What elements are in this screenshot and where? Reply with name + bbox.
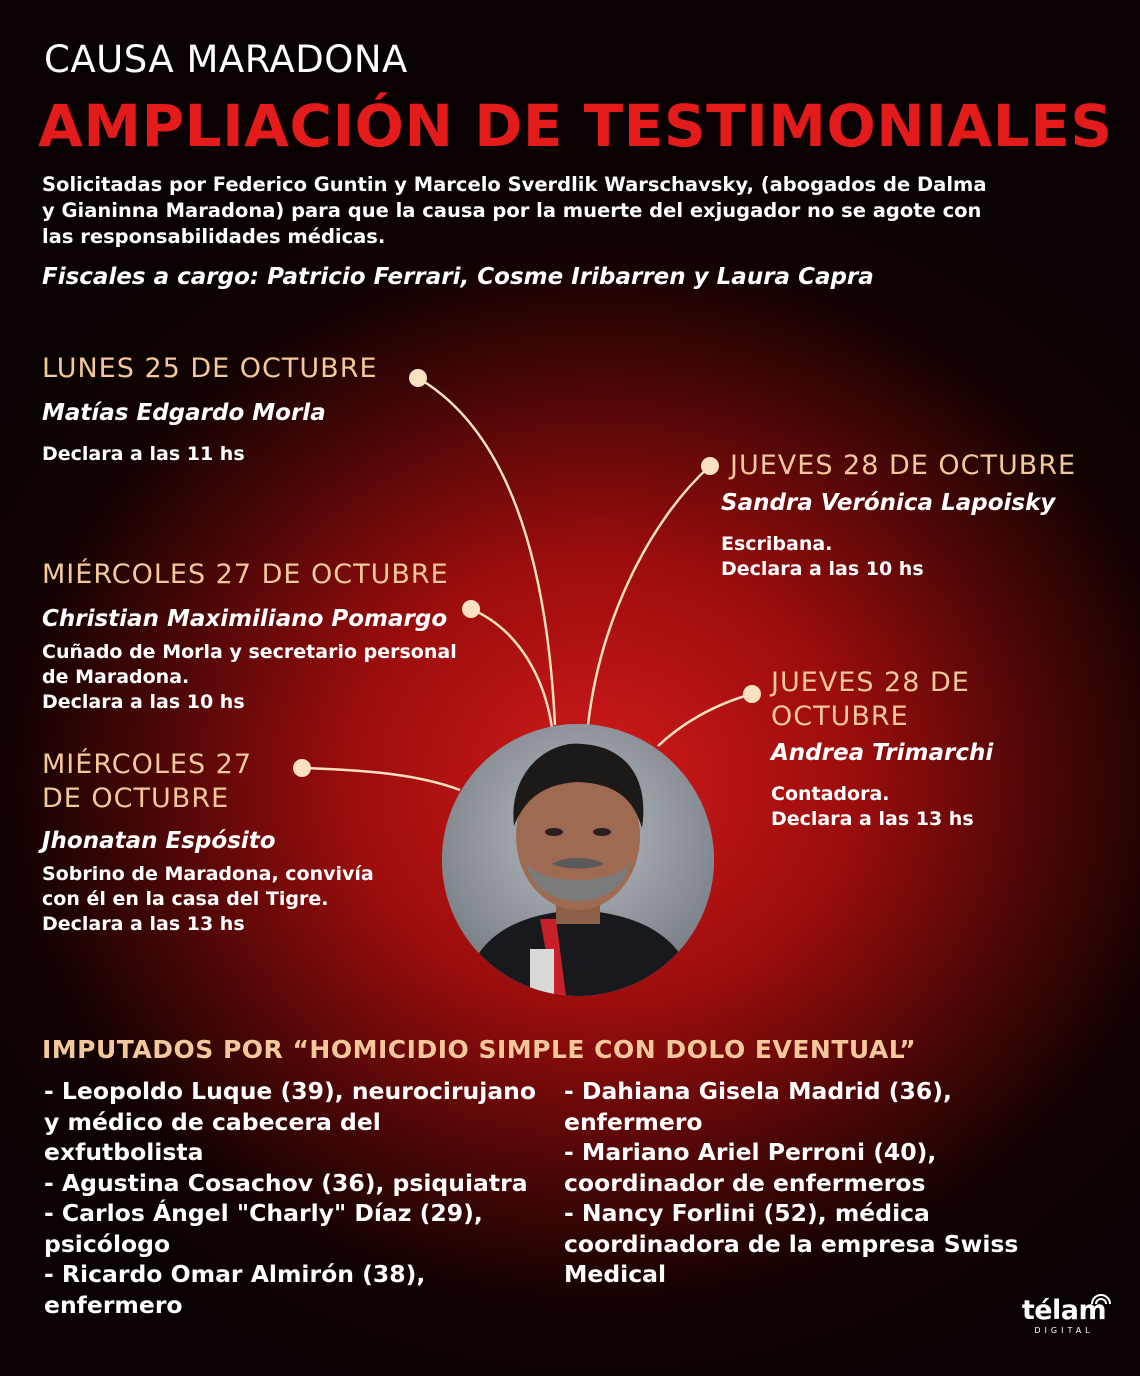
list-item: - Agustina Cosachov (36), psiquiatra — [44, 1168, 528, 1197]
testimonial-name: Sandra Verónica Lapoisky — [721, 490, 1056, 516]
testimonial-trimarchi — [771, 666, 993, 832]
testimonial-date: MIÉRCOLES 27 DE OCTUBRE — [42, 559, 449, 590]
imputados-title: IMPUTADOS POR “HOMICIDIO SIMPLE CON DOLO EVENTUAL” — [42, 1035, 917, 1064]
testimonial-desc: Contadora. Declara a las 13 hs — [771, 783, 974, 830]
fiscales-text: Fiscales a cargo: Patricio Ferrari, Cosme Iribarren y Laura Capra — [42, 264, 874, 290]
testimonial-name: Matías Edgardo Morla — [42, 400, 326, 426]
logo-word: télam — [1021, 1295, 1107, 1326]
list-item: - Ricardo Omar Almirón (38), enfermero — [44, 1260, 426, 1319]
imputados-right-list — [564, 1076, 1034, 1290]
testimonial-morla — [42, 352, 378, 467]
testimonial-desc: Escribana. Declara a las 10 hs — [721, 533, 924, 580]
testimonial-desc: Sobrino de Maradona, convivía con él en la casa del Tigre. Declara a las 13 hs — [42, 863, 374, 935]
intro-text: Solicitadas por Federico Guntin y Marcelo Sverdlik Warschavsky, (abogados de Dalma y Gianinna Maradona) para que la causa por la muerte del exjugador no se agote con las responsabilidades médicas. — [42, 173, 987, 248]
testimonial-desc: Declara a las 11 hs — [42, 443, 245, 465]
testimonial-desc: Cuñado de Morla y secretario personal de Maradona. Declara a las 10 hs — [42, 641, 457, 713]
testimonial-lapoisky-body — [721, 490, 1055, 582]
testimonial-name: Jhonatan Espósito — [42, 828, 276, 854]
testimonial-esposito — [42, 748, 374, 937]
list-item: - Leopoldo Luque (39), neurocirujano y médico de cabecera del exfutbolista — [44, 1077, 537, 1166]
list-item: - Nancy Forlini (52), médica coordinadora de la empresa Swiss Medical — [564, 1199, 1019, 1288]
list-item: - Dahiana Gisela Madrid (36), enfermero — [564, 1077, 952, 1136]
timeline-dot — [462, 600, 480, 618]
testimonial-name: Christian Maximiliano Pomargo — [42, 606, 448, 632]
testimonial-lapoisky — [730, 449, 1076, 483]
headline: AMPLIACIÓN DE TESTIMONIALES — [38, 92, 1113, 160]
testimonial-date: JUEVES 28 DE OCTUBRE — [771, 667, 970, 732]
portrait-photo — [442, 724, 714, 996]
timeline-dot — [701, 457, 719, 475]
testimonial-date: JUEVES 28 DE OCTUBRE — [730, 450, 1077, 481]
list-item: - Mariano Ariel Perroni (40), coordinador de enfermeros — [564, 1138, 937, 1197]
logo-sub: DIGITAL — [1034, 1326, 1094, 1335]
timeline-dot — [743, 685, 761, 703]
testimonial-pomargo — [42, 558, 457, 715]
signal-icon — [1088, 1292, 1114, 1306]
imputados-left-list — [44, 1076, 544, 1320]
testimonial-name: Andrea Trimarchi — [771, 740, 994, 766]
testimonial-date: MIÉRCOLES 27 DE OCTUBRE — [42, 749, 253, 814]
timeline-dot — [409, 369, 427, 387]
list-item: - Carlos Ángel "Charly" Díaz (29), psicólogo — [44, 1199, 483, 1258]
testimonial-date: LUNES 25 DE OCTUBRE — [42, 353, 378, 384]
telam-logo — [1014, 1296, 1114, 1336]
kicker-title: CAUSA MARADONA — [44, 38, 408, 81]
